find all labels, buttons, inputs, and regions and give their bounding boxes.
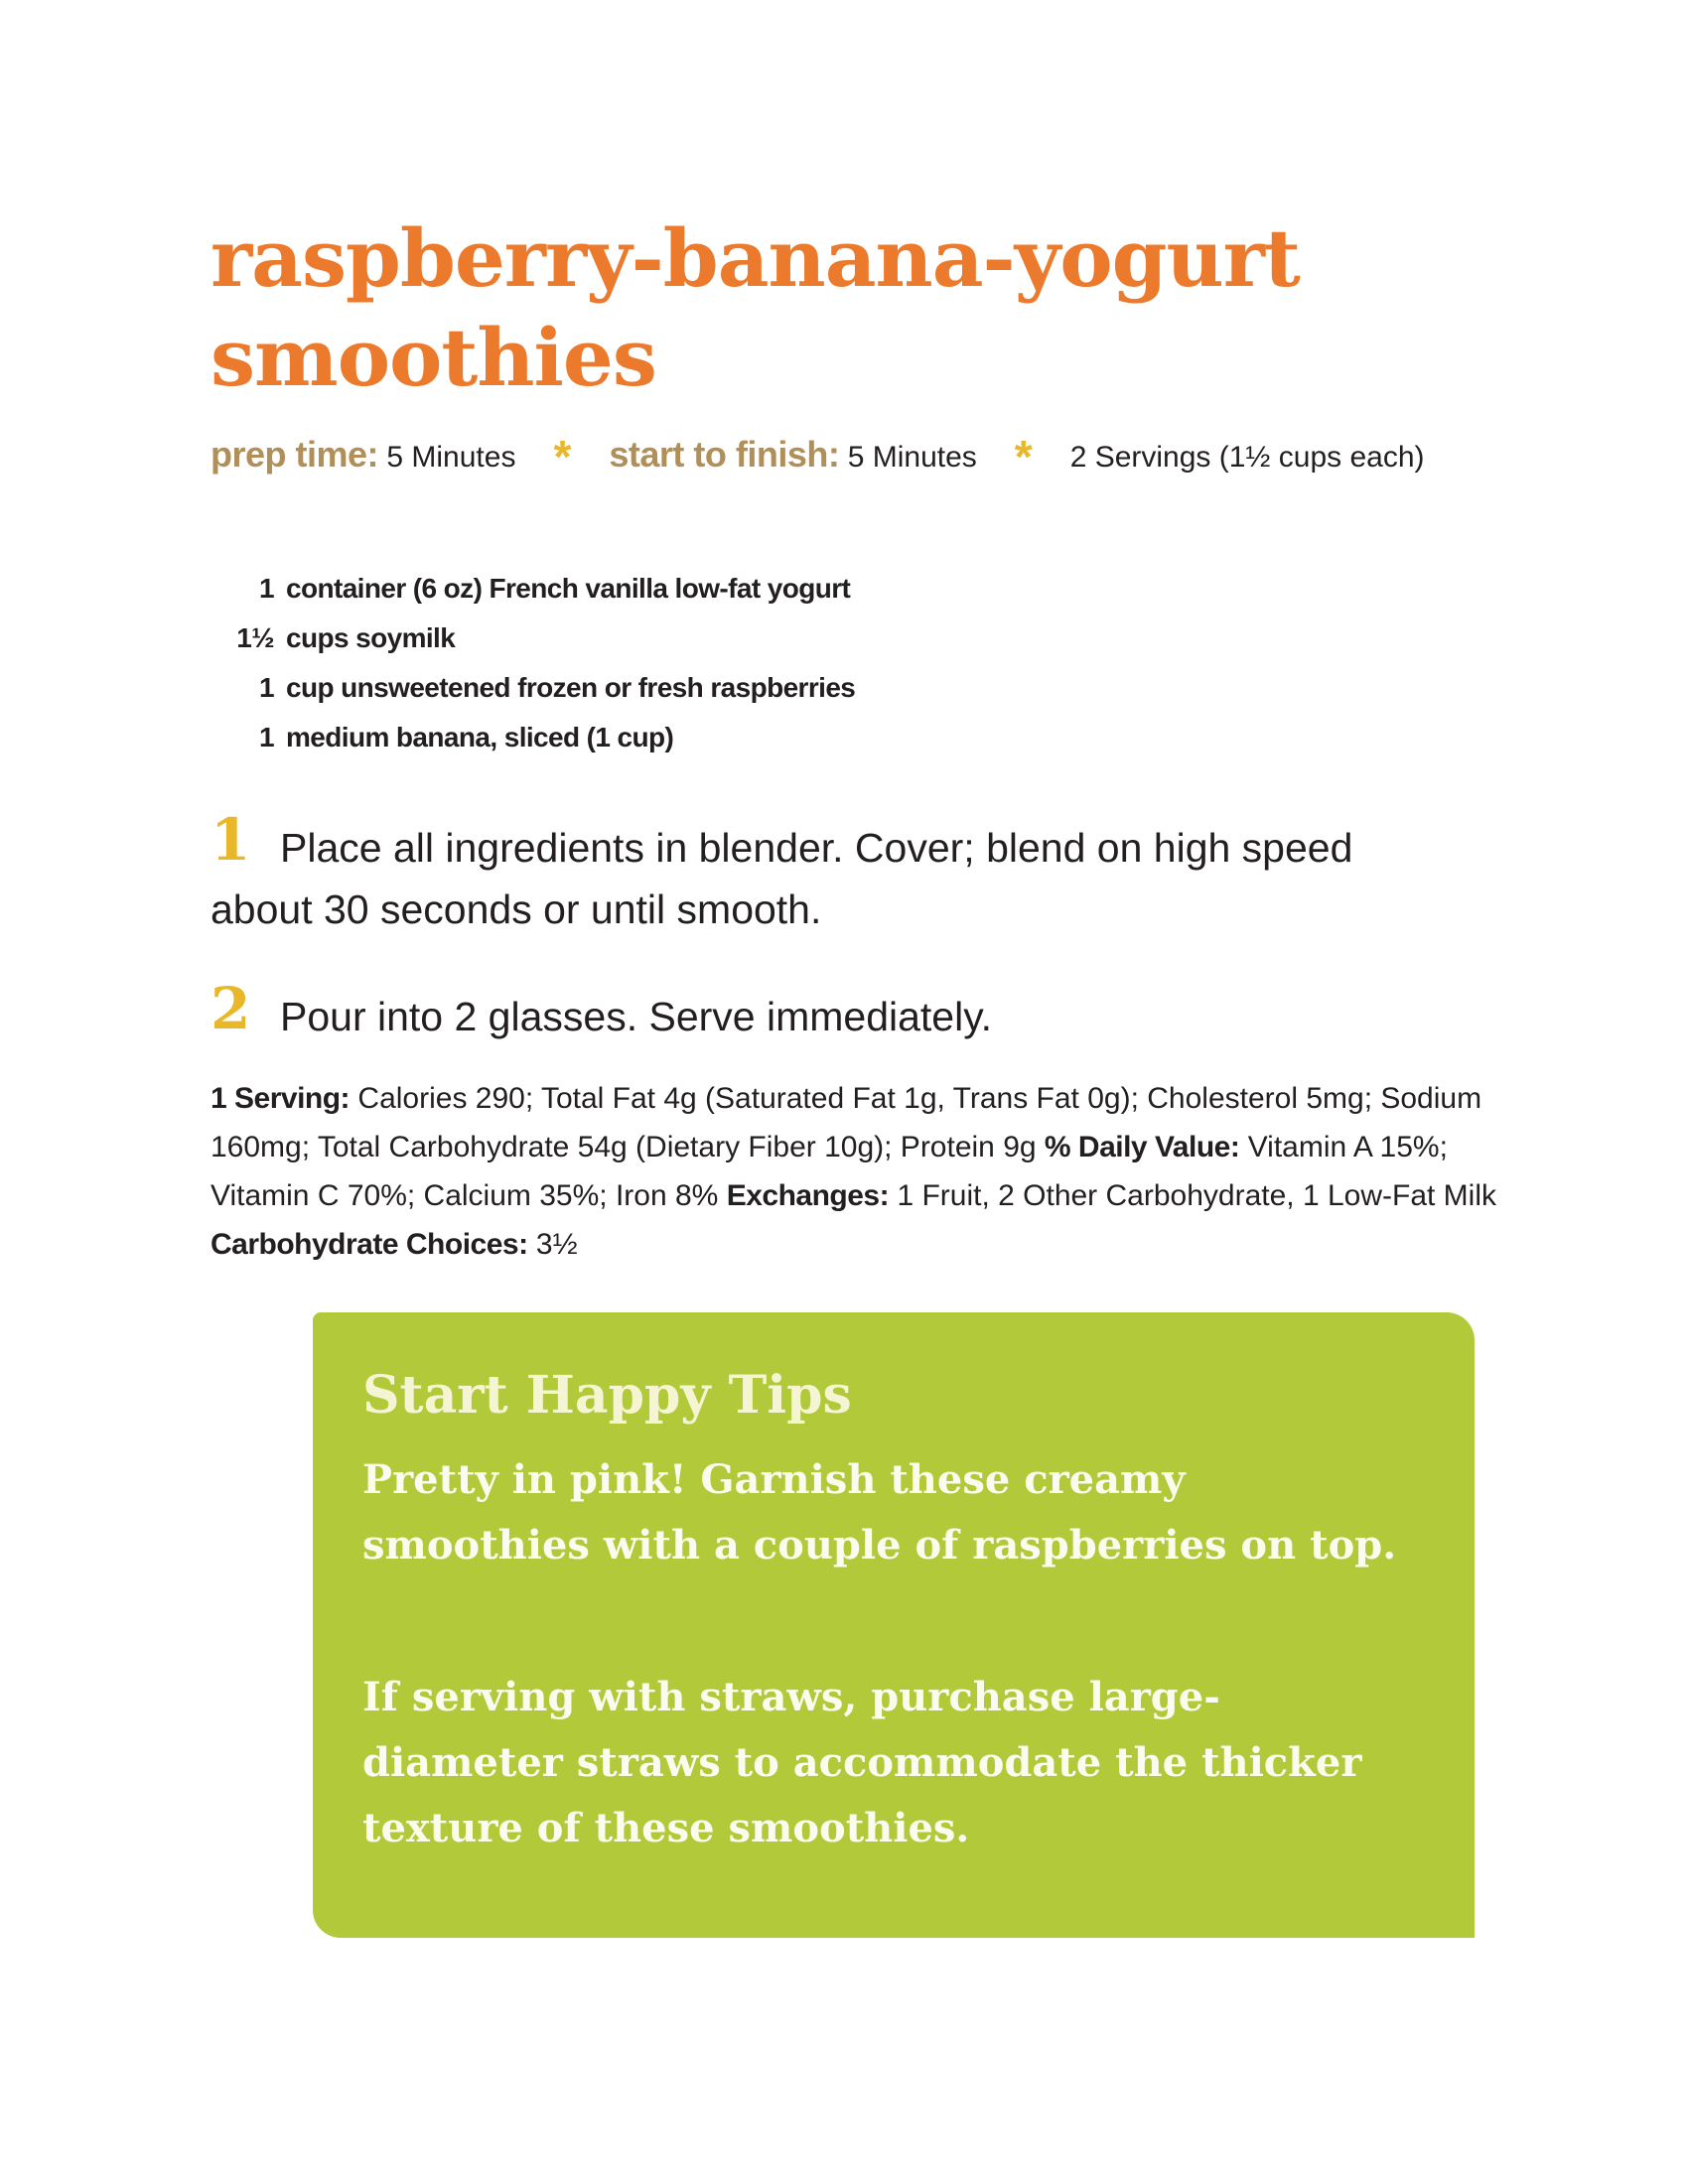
servings: 2 Servings (1½ cups each) <box>1069 441 1425 474</box>
step-number: 1 <box>211 806 251 874</box>
step-1 <box>211 806 1452 940</box>
step-number: 2 <box>211 975 251 1042</box>
step-2 <box>211 975 1452 1047</box>
ingredient-qty: 1 <box>259 672 274 703</box>
ingredient-text: medium banana, sliced (1 cup) <box>286 722 674 752</box>
ingredient-list <box>211 564 1303 762</box>
nutrition-info <box>211 1074 1501 1269</box>
ingredient-text: container (6 oz) French vanilla low-fat yogurt <box>286 573 851 604</box>
asterisk-icon: * <box>553 431 572 482</box>
tip-text: If serving with straws, purchase large-diameter straws to accommodate the thicker texture of these smoothies. <box>362 1674 1362 1851</box>
ingredient-item <box>211 614 1303 663</box>
ingredient-text: cup unsweetened frozen or fresh raspberries <box>286 672 856 703</box>
tips-box <box>313 1312 1475 1938</box>
carb-choices-text: 3½ <box>535 1228 578 1261</box>
tips-heading: Start Happy Tips <box>362 1365 852 1426</box>
ingredient-item <box>211 564 1303 614</box>
ingredient-qty: 1 <box>259 722 274 752</box>
serving-text: Calories 290; Total Fat 4g (Saturated Fat 1g, Trans Fat 0g); Cholesterol 5mg; Sodium 160mg; Total Carbohydrate 54g (Dietary Fiber 10g); Protein 9g <box>211 1082 1482 1163</box>
recipe-title <box>211 208 1501 407</box>
exchanges-text: 1 Fruit, 2 Other Carbohydrate, 1 Low-Fat Milk <box>897 1179 1496 1212</box>
ingredient-qty: 1 <box>259 573 274 604</box>
recipe-title-line1: raspberry-banana-yogurt <box>211 211 1300 305</box>
serving-label: 1 Serving: <box>211 1082 351 1115</box>
daily-value-text: Vitamin A 15%; Vitamin C 70%; Calcium 35%; Iron 8% <box>211 1131 1448 1212</box>
step-text: Pour into 2 glasses. Serve immediately. <box>280 994 993 1039</box>
prep-time-value: 5 Minutes <box>386 441 516 474</box>
tip-text: Pretty in pink! Garnish these creamy smoothies with a couple of raspberries on top. <box>362 1456 1397 1569</box>
step-text: Place all ingredients in blender. Cover; blend on high speed about 30 seconds or until smooth. <box>211 825 1353 932</box>
daily-value-label: % Daily Value: <box>1044 1131 1240 1163</box>
carb-choices-label: Carbohydrate Choices: <box>211 1228 528 1261</box>
recipe-title-line2: smoothies <box>211 311 656 404</box>
recipe-meta <box>211 432 1501 480</box>
ingredient-item <box>211 663 1303 713</box>
ingredient-qty: 1½ <box>236 622 274 653</box>
exchanges-label: Exchanges: <box>726 1179 890 1212</box>
ingredient-item <box>211 713 1303 762</box>
asterisk-icon: * <box>1014 431 1033 482</box>
prep-time-label: prep time: <box>211 434 379 475</box>
start-to-finish-label: start to finish: <box>609 434 840 475</box>
ingredient-text: cups soymilk <box>286 622 456 653</box>
start-to-finish-value: 5 Minutes <box>847 441 977 474</box>
